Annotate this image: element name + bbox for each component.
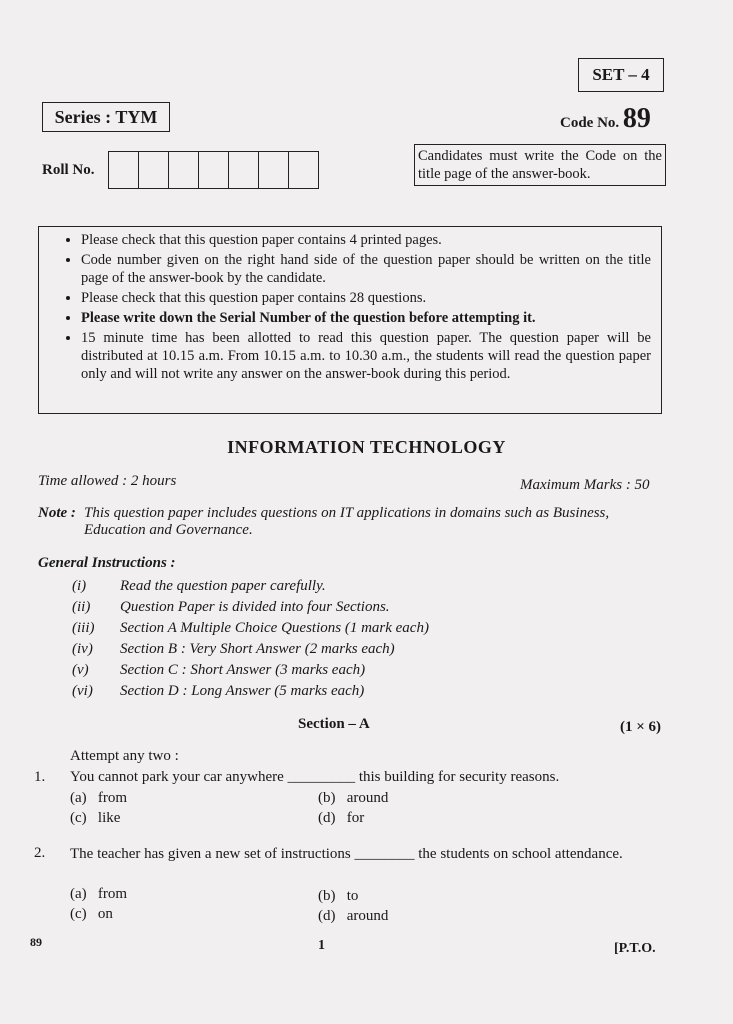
- note: [38, 505, 658, 539]
- option: (c) like: [70, 810, 121, 826]
- code-label: Code No.: [560, 115, 620, 131]
- option: (a) from: [70, 886, 128, 902]
- question-number: 1.: [34, 769, 46, 785]
- roll-box[interactable]: [229, 152, 259, 188]
- general-instruction: (ii) Question Paper is divided into four Sections.: [72, 599, 390, 615]
- max-marks: Maximum Marks : 50: [520, 477, 650, 493]
- question-text: The teacher has given a new set of instructions ________ the students on school attendance.: [70, 846, 623, 862]
- note-text: This question paper includes questions on IT applications in domains such as Business, Education and Governance.: [84, 505, 610, 538]
- instruction-item: • Please check that this question paper contains 4 printed pages.: [81, 231, 651, 249]
- option: (a) from: [70, 790, 128, 806]
- candidates-note: Candidates must write the Code on the title page of the answer-book.: [414, 144, 666, 186]
- series-label: Series : TYM: [42, 102, 170, 132]
- section-a-marks: (1 × 6): [620, 719, 662, 735]
- roll-box[interactable]: [289, 152, 318, 188]
- question-number: 2.: [34, 845, 46, 861]
- general-instruction: (iv) Section B : Very Short Answer (2 marks each): [72, 641, 395, 657]
- section-a-title: Section – A: [298, 716, 370, 732]
- pto-label: [P.T.O.: [614, 941, 656, 956]
- roll-box[interactable]: [109, 152, 139, 188]
- general-instruction: (iii) Section A Multiple Choice Questions (1 mark each): [72, 620, 429, 636]
- option: (c) on: [70, 906, 113, 922]
- roll-box[interactable]: [139, 152, 169, 188]
- page-number: 1: [318, 938, 325, 953]
- option: (d) for: [318, 810, 365, 826]
- instruction-item: • Please check that this question paper contains 28 questions.: [81, 289, 651, 307]
- option: (b) to: [318, 888, 359, 904]
- option: (d) around: [318, 908, 389, 924]
- code-value: 89: [622, 103, 651, 134]
- instruction-item: • Code number given on the right hand side of the question paper should be written on the title page of the answer-book by the candidate.: [81, 251, 651, 287]
- roll-box[interactable]: [169, 152, 199, 188]
- general-instructions-heading: General Instructions :: [38, 555, 176, 571]
- code-number: [560, 103, 651, 135]
- general-instruction: (i) Read the question paper carefully.: [72, 578, 326, 594]
- roll-box[interactable]: [199, 152, 229, 188]
- instruction-item: • 15 minute time has been allotted to read this question paper. The question paper will be distributed at 10.15 a.m. From 10.15 a.m. to 10.30 a.m., the students will read the question paper only and will not write any answer on the answer-book during this period.: [81, 329, 651, 383]
- instruction-item: • Please write down the Serial Number of the question before attempting it.: [81, 309, 651, 327]
- general-instruction: (v) Section C : Short Answer (3 marks each): [72, 662, 366, 678]
- option: (b) around: [318, 790, 389, 806]
- question-text: You cannot park your car anywhere _________ this building for security reasons.: [70, 769, 560, 785]
- roll-box[interactable]: [259, 152, 289, 188]
- roll-number-boxes[interactable]: [108, 151, 319, 189]
- roll-label: Roll No.: [42, 162, 95, 178]
- footer-code: 89: [30, 935, 42, 949]
- instructions-box: [38, 226, 662, 414]
- general-instruction: (vi) Section D : Long Answer (5 marks each): [72, 683, 365, 699]
- note-label: Note :: [38, 505, 76, 521]
- set-number: SET – 4: [578, 58, 664, 92]
- time-allowed: Time allowed : 2 hours: [38, 473, 177, 489]
- page-title: INFORMATION TECHNOLOGY: [227, 437, 506, 457]
- attempt-instruction: Attempt any two :: [70, 748, 179, 764]
